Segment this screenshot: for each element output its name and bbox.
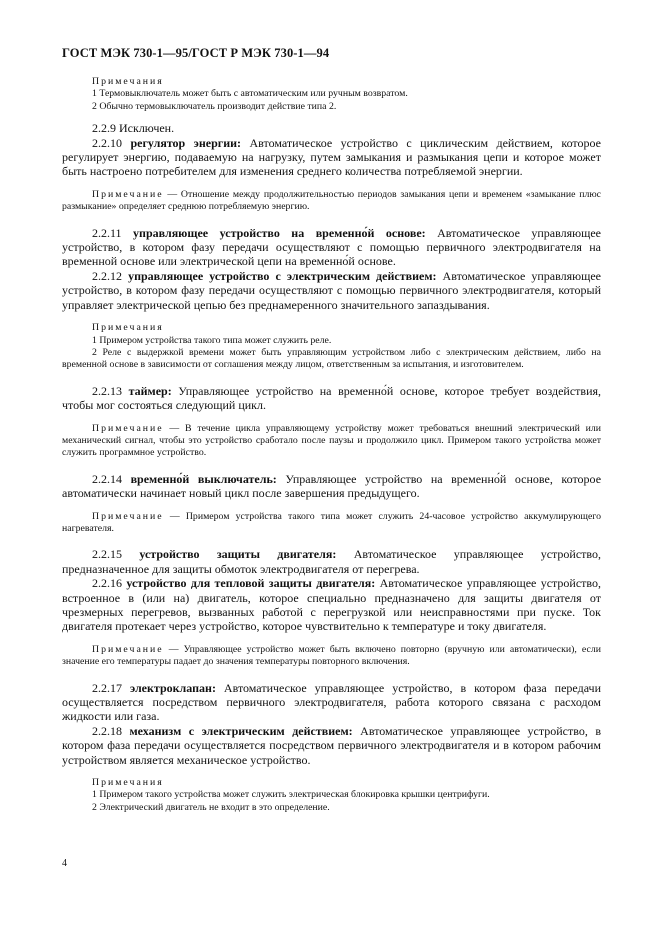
clause-number: 2.2.13 [92,383,122,398]
notes-heading: Примечания [92,777,164,789]
clause-2-2-17 [62,681,601,724]
note-dash: — [163,510,186,522]
clause-2-2-12 [62,269,601,312]
note-text: Отношение между продолжительностью периодов замыкания цепи и временем «замыкание плюс размыкание» определяет среднюю потребляемую энергию. [62,188,602,213]
clause-number: 2.2.15 [92,547,122,562]
clause-term: механизм с электрическим действием: [129,723,353,738]
clause-number: 2.2.17 [92,680,122,695]
clause-2-2-13 [62,384,601,413]
notes-heading: Примечания [92,322,164,334]
clause-number: 2.2.11 [92,225,122,240]
clause-text: Управляющее устройство на временно́й основе, которое автоматически начинает новый цикл после завершения предыдущего. [62,471,602,501]
note-2-2-13 [62,423,601,460]
note-item: 2 Электрический двигатель не входит в это определение. [92,801,330,813]
clause-2-2-10 [62,136,601,179]
note-label: Примечание [92,510,164,522]
note-item: 1 Примером устройства такого типа может служить реле. [92,334,332,346]
note-label: Примечание [92,422,164,434]
clause-2-2-18 [62,724,601,767]
clause-2-2-14 [62,472,601,501]
clause-term: устройство для тепловой защиты двигателя: [126,576,376,591]
note-label: Примечание [92,643,164,655]
clause-term: устройство защиты двигателя: [139,547,337,562]
note-dash: — [163,643,184,655]
page-number: 4 [62,858,67,869]
clause-term: управляющее устройство с электрическим действием: [128,268,437,283]
note-2-2-10 [62,189,601,214]
note-text: Управляющее устройство может быть включено повторно (вручную или автоматически), если значение его температуры падает до значения температуры повторного включения. [62,643,601,668]
clause-term: электроклапан: [129,680,216,695]
clause-text: Автоматическое управляющее устройство, в котором фазу передачи осуществляют с помощью первичного электродвигателя, который управляет электрической цепью без преднамеренного значительного запаздывания. [62,268,601,312]
clause-text: Автоматическое управляющее устройство, предназначенное для защиты обмоток электродвигателя от перегрева. [62,547,602,576]
clause-2-2-11 [62,226,601,269]
clause-text: Автоматическое управляющее устройство, в котором фаза передачи осуществляется посредством первичного электродвигателя и в котором рабочим устройством является механическое устройство. [62,723,601,767]
notes-heading: Примечания [92,76,164,87]
note-item: 1 Термовыключатель может быть с автоматическим или ручным возвратом. [92,88,408,100]
clause-text: Автоматическое управляющее устройство, в котором фазу передачи осуществляют с помощью первичного электродвигателя на временной основе или электрической цепи на временно́й основе. [62,225,601,269]
clause-number: 2.2.18 [92,723,122,738]
note-2-2-14 [62,511,601,536]
note-item: 2 Реле с выдержкой времени может быть управляющим устройством либо с электрическим действием, либо на временной основе в зависимости от соглашения между лицом, ответственным за испытания, и изготовителем. [62,346,601,371]
clause-number: 2.2.16 [92,576,122,591]
clause-text: Автоматическое устройство с циклическим действием, которое регулирует энергию, подаваемую на нагрузку, путем замыкания и размыкания цепи и которое может быть настроено потребителем для изменения среднего количества потребляемой энергии. [62,135,601,179]
clause-text: Управляющее устройство на временно́й основе, которое требует воздействия, чтобы мог состояться следующий цикл. [62,383,602,413]
note-label: Примечание [92,188,164,200]
clause-2-2-15 [62,547,601,576]
clause-text: Автоматическое управляющее устройство, встроенное в (или на) двигатель, которое специально предназначено для защиты двигателя от чрезмерных перегревов, вызванных работой с перегрузкой или неисправностями при пуске. Ток двигателя протекает через устройство, которое чувствительно к температуре и току двигателя. [62,576,601,634]
clause-text: Автоматическое управляющее устройство, в котором фаза передачи осуществляется посредством первичного электродвигателя, работа которого связана с расходом жидкости или газа. [62,680,602,724]
note-text: В течение цикла управляющему устройству может требоваться внешний электрический или механический сигнал, чтобы это устройство сработало после паузы и продолжило цикл. Примером такого устройства может служить программное устройство. [62,422,601,459]
document-body [62,76,601,814]
clause-number: 2.2.12 [92,268,122,283]
clause-2-2-9: 2.2.9 Исключен. [92,121,175,136]
clause-term: управляющее устройство на временно́й основе: [133,225,426,240]
clause-term: временно́й выключатель: [130,471,277,486]
document-header: ГОСТ МЭК 730-1—95/ГОСТ Р МЭК 730-1—94 [62,46,330,60]
clause-term: таймер: [128,383,172,398]
note-item: 2 Обычно термовыключатель производит действие типа 2. [92,100,337,112]
note-dash: — [163,422,186,434]
note-dash: — [163,188,181,200]
note-text: Примером устройства такого типа может служить 24-часовое устройство аккумулирующего нагревателя. [62,510,601,534]
note-2-2-16 [62,644,601,669]
clause-number: 2.2.14 [92,471,122,486]
clause-term: регулятор энергии: [130,135,242,150]
clause-2-2-16 [62,576,601,634]
clause-number: 2.2.10 [92,135,122,150]
note-item: 1 Примером такого устройства может служить электрическая блокировка крышки центрифуги. [92,789,490,801]
